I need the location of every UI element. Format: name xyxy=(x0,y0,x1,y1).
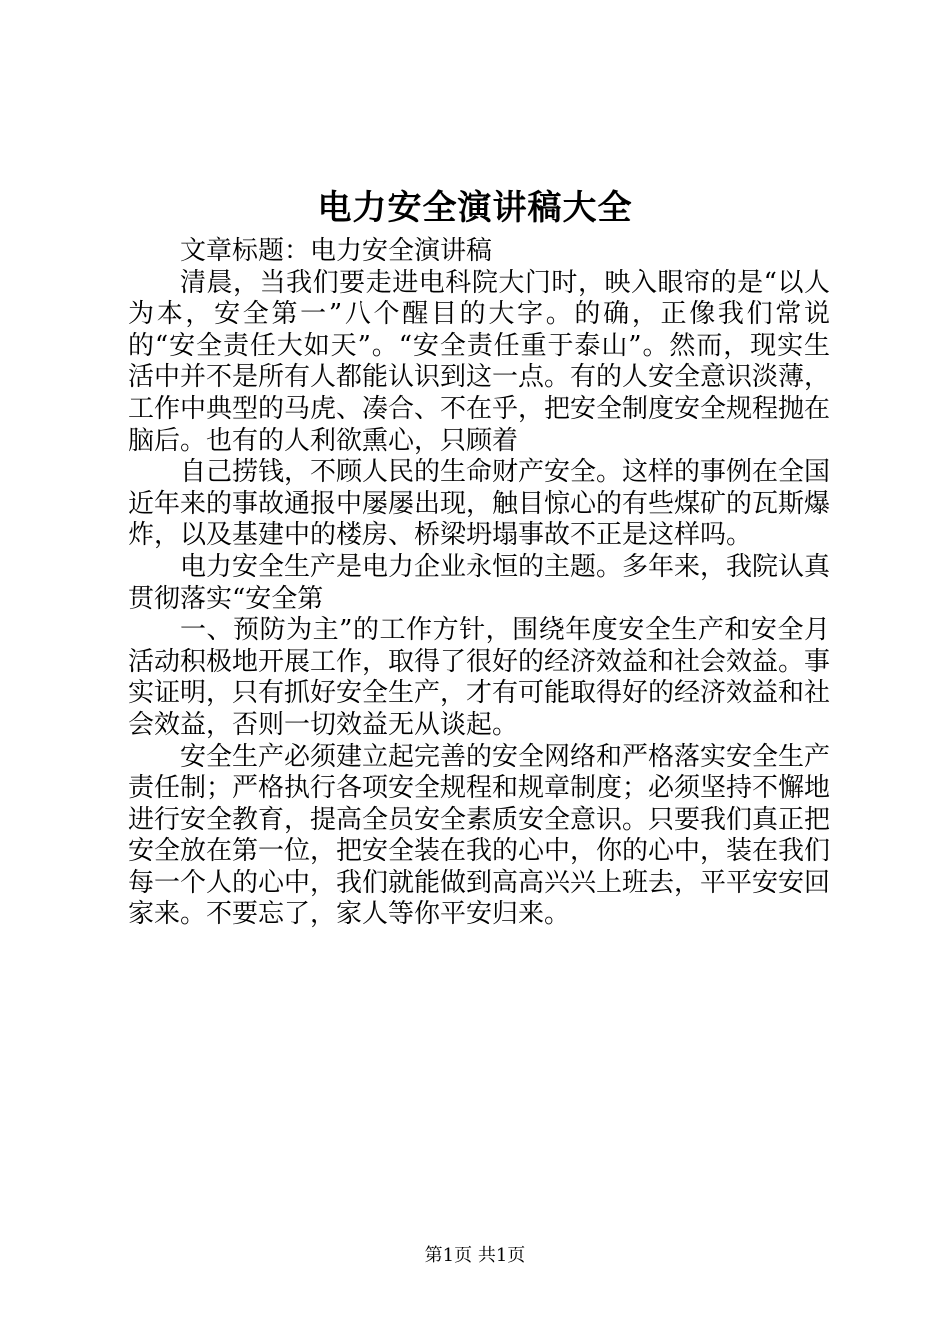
page-footer: 第1页 共1页 xyxy=(424,1245,526,1266)
paragraph: 自己捞钱，不顾人民的生命财产安全。这样的事例在全国近年来的事故通报中屡屡出现，触目惊心的有些煤矿的瓦斯爆炸，以及基建中的楼房、桥梁坍塌事故不正是这样吗。 xyxy=(128,457,831,551)
paragraph-article-title: 文章标题：电力安全演讲稿 xyxy=(180,236,493,266)
paragraph: 一、预防为主”的工作方针，围绕年度安全生产和安全月活动积极地开展工作，取得了很好的经济效益和社会效益。事实证明，只有抓好安全生产，才有可能取得好的经济效益和社会效益，否则一切效益无从谈起。 xyxy=(128,615,831,740)
paragraph: 电力安全生产是电力企业永恒的主题。多年来，我院认真贯彻落实“安全第 xyxy=(128,551,831,614)
paragraph: 安全生产必须建立起完善的安全网络和严格落实安全生产责任制；严格执行各项安全规程和规章制度；必须坚持不懈地进行安全教育，提高全员安全素质安全意识。只要我们真正把安全放在第一位，把安全装在我的心中，你的心中，装在我们每一个人的心中，我们就能做到高高兴兴上班去，平平安安回家来。不要忘了，家人等你平安归来。 xyxy=(128,741,831,930)
document-title: 电力安全演讲稿大全 xyxy=(317,188,633,228)
document-body xyxy=(128,236,830,931)
paragraph: 清晨，当我们要走进电科院大门时，映入眼帘的是“以人为本，安全第一”八个醒目的大字。的确，正像我们常说的“安全责任大如天”。“安全责任重于泰山”。然而，现实生活中并不是所有人都能认识到这一点。有的人安全意识淡薄，工作中典型的马虎、凑合、不在乎，把安全制度安全规程抛在脑后。也有的人利欲熏心，只顾着 xyxy=(128,267,831,456)
